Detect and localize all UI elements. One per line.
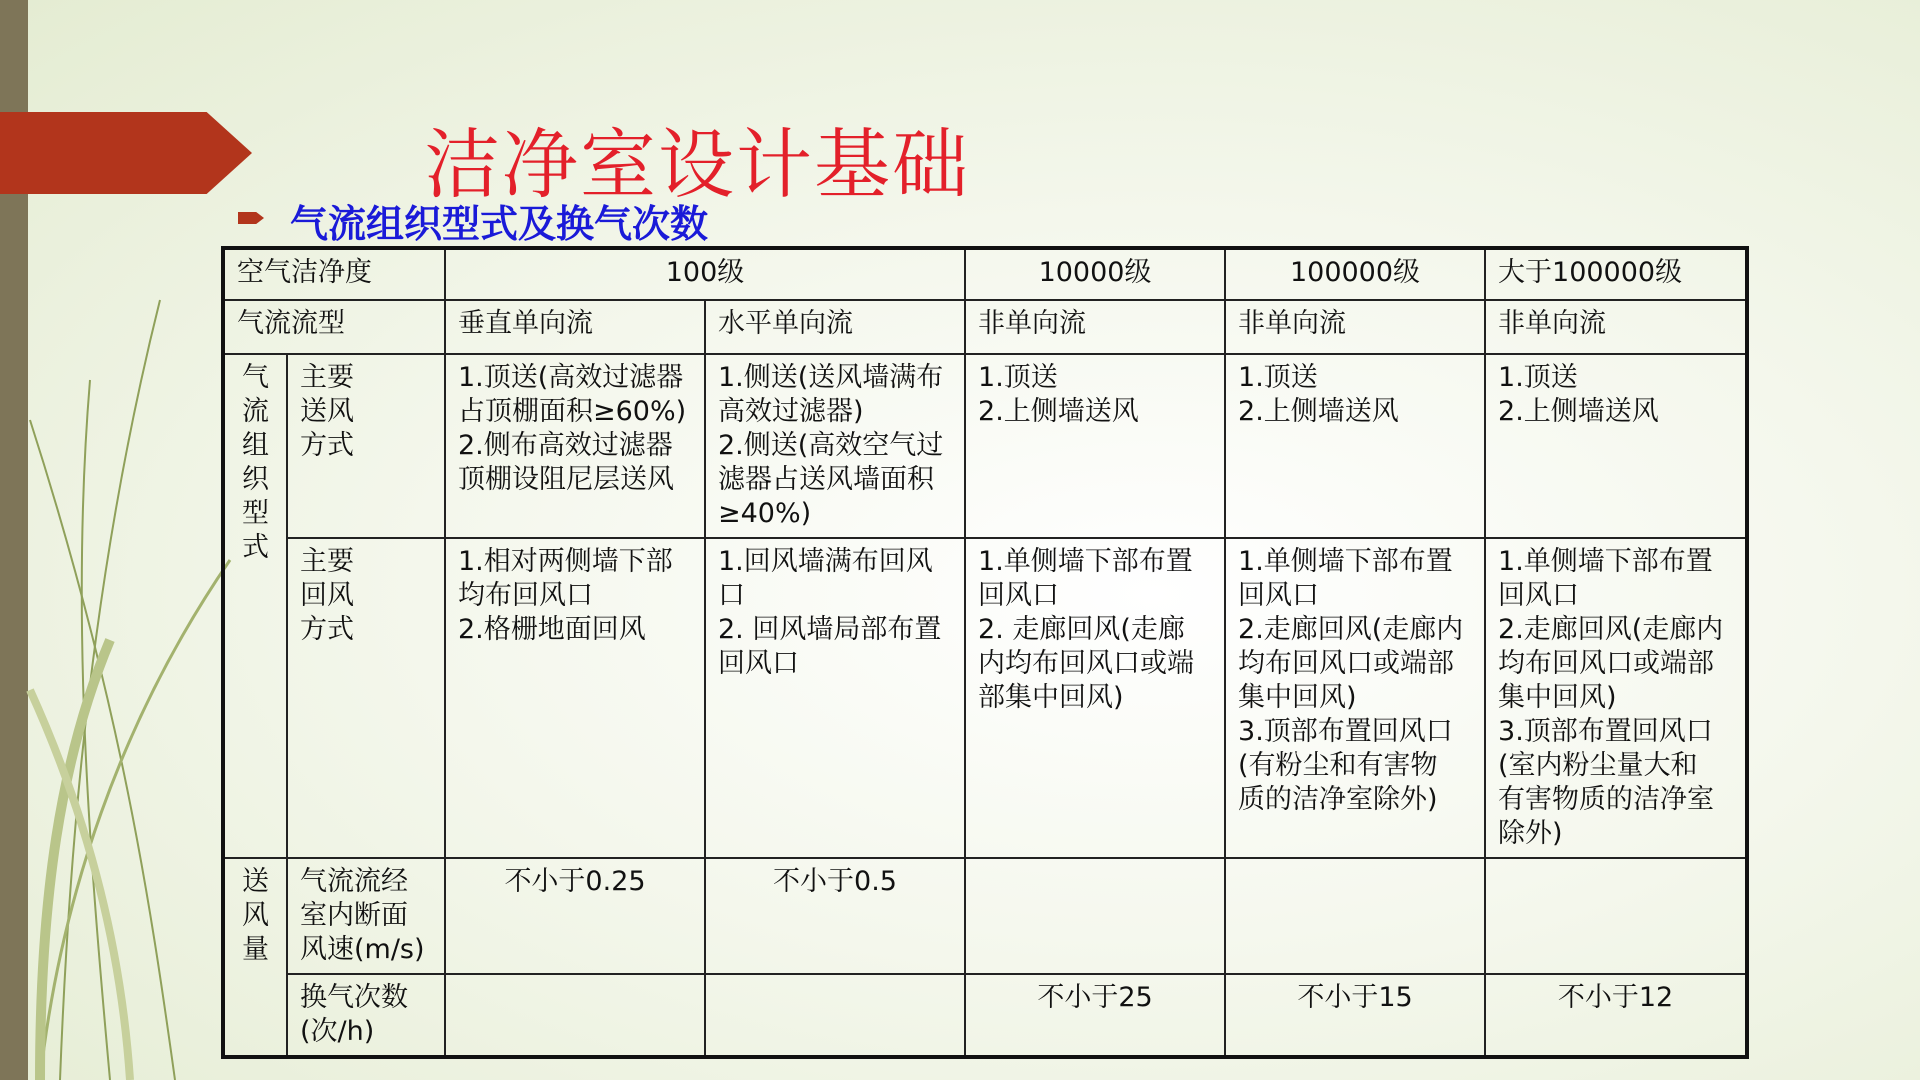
cell-line: 质的洁净室除外) bbox=[1238, 784, 1438, 815]
cell-line: 2. 回风墙局部布置 bbox=[718, 614, 942, 645]
return-method-cell bbox=[445, 538, 705, 858]
cell-line: 2.走廊回风(走廊内 bbox=[1498, 614, 1724, 645]
cell-line: 回风口 bbox=[1238, 580, 1320, 611]
flow-type-cell: 非单向流 bbox=[1225, 300, 1485, 354]
cleanliness-header: 空气洁净度 bbox=[223, 248, 445, 300]
cell-line: 1.顶送(高效过滤器 bbox=[458, 362, 684, 393]
return-method-cell bbox=[705, 538, 965, 858]
flow-type-cell: 非单向流 bbox=[965, 300, 1225, 354]
cell-line: 3.顶部布置回风口 bbox=[1238, 716, 1453, 747]
cell-line: (室内粉尘量大和 bbox=[1498, 750, 1698, 781]
supply-method-row bbox=[223, 354, 1747, 538]
cell-line: 有害物质的洁净室 bbox=[1498, 784, 1715, 815]
air-change-value bbox=[445, 974, 705, 1057]
cell-line: 部集中回风) bbox=[978, 682, 1124, 713]
group-char: 组 bbox=[242, 430, 269, 461]
group-char: 型 bbox=[242, 498, 269, 529]
group-char: 流 bbox=[242, 396, 269, 427]
class-over-100000-header: 大于100000级 bbox=[1485, 248, 1747, 300]
supply-method-cell bbox=[965, 354, 1225, 538]
cell-line: 1.单侧墙下部布置 bbox=[1498, 546, 1713, 577]
cell-line: 2. 走廊回风(走廊 bbox=[978, 614, 1185, 645]
airflow-table bbox=[221, 246, 1749, 1059]
return-method-label: 主要 回风 方式 bbox=[287, 538, 445, 858]
cell-line: 除外) bbox=[1498, 818, 1563, 849]
cell-line: 1.单侧墙下部布置 bbox=[978, 546, 1193, 577]
air-change-value: 不小于25 bbox=[965, 974, 1225, 1057]
cell-line: 滤器占送风墙面积 bbox=[718, 464, 934, 495]
supply-method-cell bbox=[1225, 354, 1485, 538]
slide-title: 洁净室设计基础 bbox=[424, 120, 970, 209]
cell-line: 2.侧送(高效空气过 bbox=[718, 430, 944, 461]
return-method-cell bbox=[965, 538, 1225, 858]
class-100000-header: 100000级 bbox=[1225, 248, 1485, 300]
cell-line: 3.顶部布置回风口 bbox=[1498, 716, 1713, 747]
return-method-cell bbox=[1485, 538, 1747, 858]
cell-line: (有粉尘和有害物 bbox=[1238, 750, 1438, 781]
air-change-value: 不小于12 bbox=[1485, 974, 1747, 1057]
cell-line: 1.顶送 bbox=[1498, 362, 1578, 393]
cell-line: 集中回风) bbox=[1238, 682, 1357, 713]
cell-line: 回风口 bbox=[978, 580, 1060, 611]
cell-line: 2.格栅地面回风 bbox=[458, 614, 646, 645]
cell-line: 2.侧布高效过滤器 bbox=[458, 430, 673, 461]
group-char: 送 bbox=[242, 866, 269, 897]
cell-line: 1.顶送 bbox=[1238, 362, 1318, 393]
flow-type-cell: 非单向流 bbox=[1485, 300, 1747, 354]
supply-method-cell bbox=[705, 354, 965, 538]
supply-method-label: 主要 送风 方式 bbox=[287, 354, 445, 538]
cell-line: 1.侧送(送风墙满布 bbox=[718, 362, 944, 393]
group-char: 气 bbox=[242, 362, 269, 393]
cell-line: 2.上侧墙送风 bbox=[1238, 396, 1399, 427]
flow-type-row bbox=[223, 300, 1747, 354]
slide-subtitle: 气流组织型式及换气次数 bbox=[290, 202, 709, 246]
cell-line: 1.顶送 bbox=[978, 362, 1058, 393]
cell-line: 占顶棚面积≥60%) bbox=[458, 396, 687, 427]
group-char: 式 bbox=[242, 532, 269, 563]
group-char: 风 bbox=[242, 900, 269, 931]
velocity-value bbox=[1485, 858, 1747, 974]
cell-line: 集中回风) bbox=[1498, 682, 1617, 713]
bullet-arrow-icon bbox=[238, 212, 264, 224]
cell-line: 高效过滤器) bbox=[718, 396, 864, 427]
velocity-value: 不小于0.25 bbox=[445, 858, 705, 974]
air-change-label: 换气次数 (次/h) bbox=[287, 974, 445, 1057]
air-change-value bbox=[705, 974, 965, 1057]
cell-line: 回风口 bbox=[1498, 580, 1580, 611]
air-change-row bbox=[223, 974, 1747, 1057]
air-volume-group-label bbox=[223, 858, 287, 1057]
group-char: 量 bbox=[242, 934, 269, 965]
flow-type-cell: 垂直单向流 bbox=[445, 300, 705, 354]
velocity-value bbox=[965, 858, 1225, 974]
supply-method-cell bbox=[445, 354, 705, 538]
cell-line: 1.回风墙满布回风 bbox=[718, 546, 933, 577]
cell-line: 回风口 bbox=[718, 648, 799, 679]
title-arrow-banner bbox=[0, 112, 252, 194]
cell-line: 均布回风口或端部 bbox=[1238, 648, 1455, 679]
header-row bbox=[223, 248, 1747, 300]
cell-line: 均布回风口或端部 bbox=[1498, 648, 1715, 679]
velocity-row bbox=[223, 858, 1747, 974]
flow-type-label: 气流流型 bbox=[223, 300, 445, 354]
air-change-value: 不小于15 bbox=[1225, 974, 1485, 1057]
cell-line: 顶棚设阻尼层送风 bbox=[458, 464, 674, 495]
velocity-label: 气流流经 室内断面 风速(m/s) bbox=[287, 858, 445, 974]
flow-type-cell: 水平单向流 bbox=[705, 300, 965, 354]
velocity-value bbox=[1225, 858, 1485, 974]
airflow-organization-group-label bbox=[223, 354, 287, 858]
cell-line: 1.相对两侧墙下部 bbox=[458, 546, 673, 577]
cell-line: 内均布回风口或端 bbox=[978, 648, 1195, 679]
supply-method-cell bbox=[1485, 354, 1747, 538]
return-method-cell bbox=[1225, 538, 1485, 858]
cell-line: 2.上侧墙送风 bbox=[978, 396, 1139, 427]
cell-line: ≥40%) bbox=[718, 498, 812, 529]
class-100-header: 100级 bbox=[445, 248, 965, 300]
return-method-row bbox=[223, 538, 1747, 858]
cell-line: 1.单侧墙下部布置 bbox=[1238, 546, 1453, 577]
group-char: 织 bbox=[242, 464, 269, 495]
class-10000-header: 10000级 bbox=[965, 248, 1225, 300]
cell-line: 2.上侧墙送风 bbox=[1498, 396, 1659, 427]
velocity-value: 不小于0.5 bbox=[705, 858, 965, 974]
cell-line: 均布回风口 bbox=[458, 580, 593, 611]
cell-line: 口 bbox=[718, 580, 745, 611]
cell-line: 2.走廊回风(走廊内 bbox=[1238, 614, 1464, 645]
